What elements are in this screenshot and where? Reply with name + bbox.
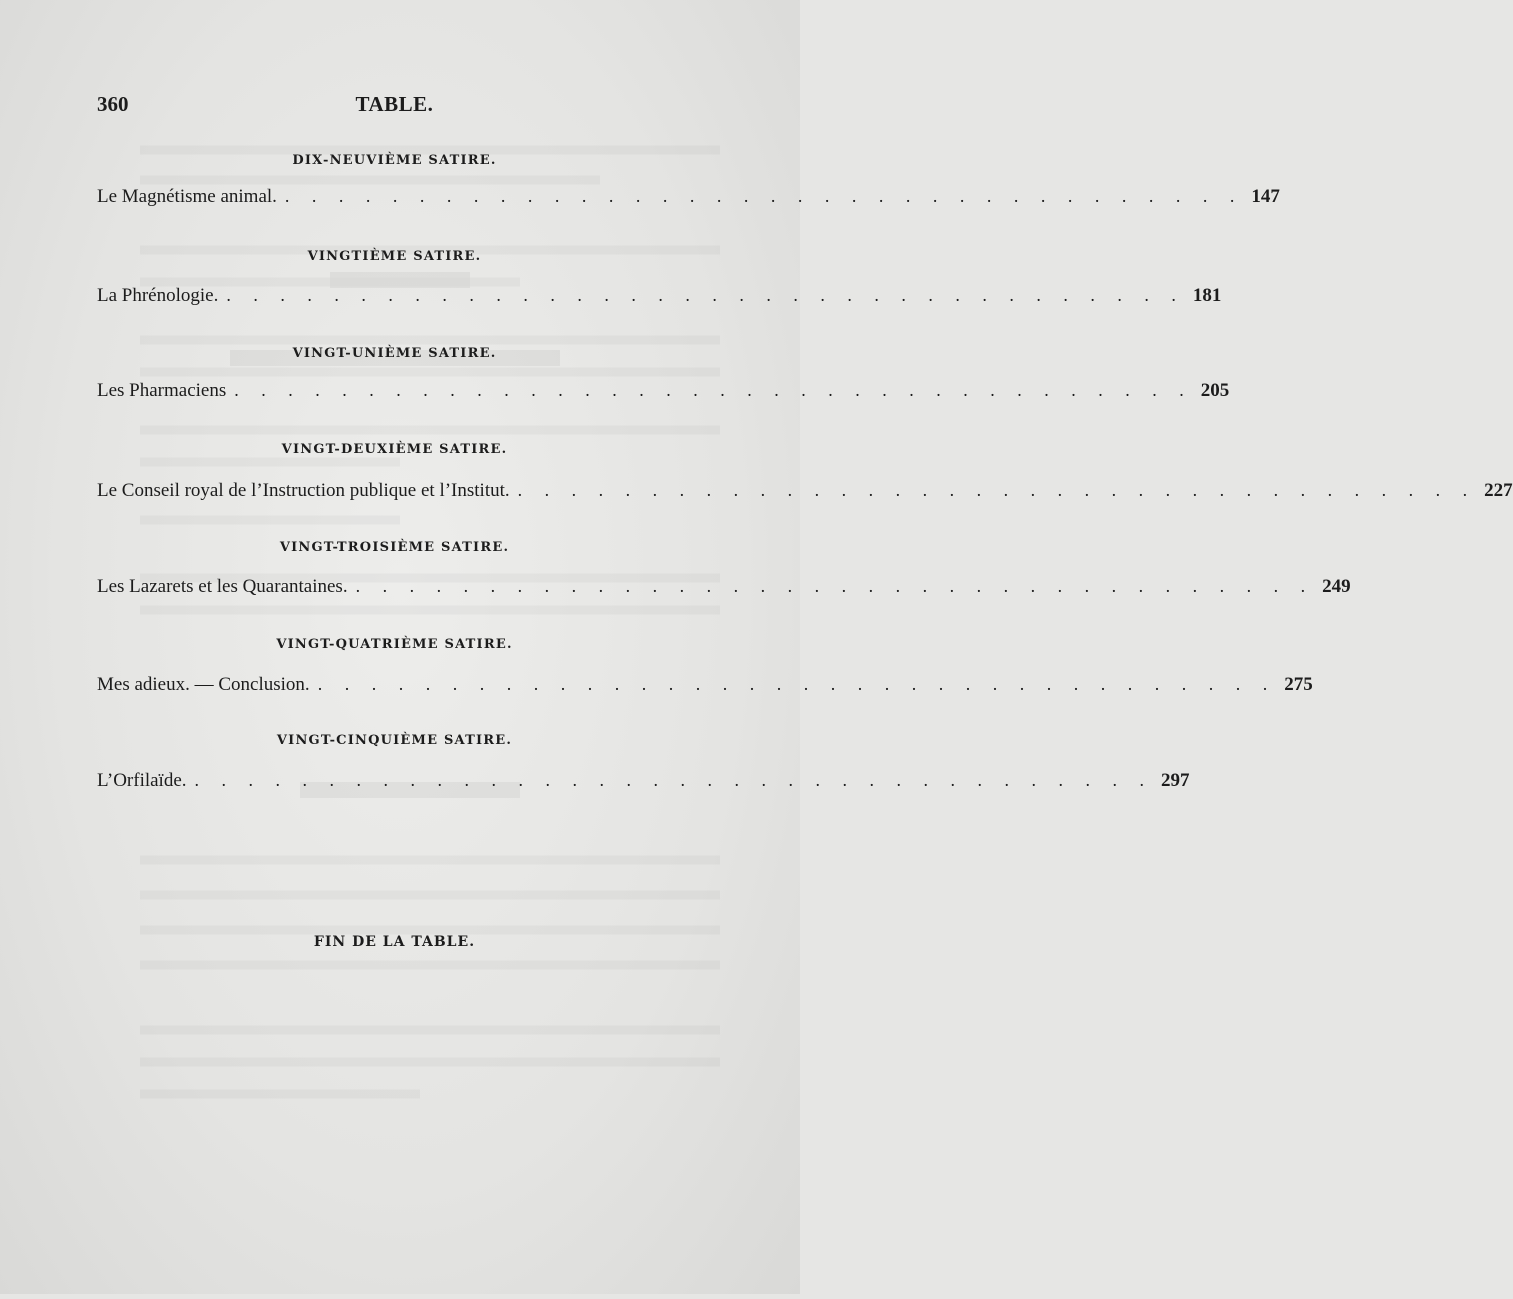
dot-leader: . . . . . . . . . . . . . . . . . . . . . . . . . . . . . . . . . . . .: [517, 480, 1477, 500]
toc-entry-page: 275: [1284, 674, 1313, 695]
toc-entry-page: 227: [1484, 480, 1513, 501]
dot-leader: . . . . . . . . . . . . . . . . . . . . . . . . . . . . . . . . . . . .: [234, 380, 1193, 400]
toc-entry[interactable]: [97, 480, 1513, 508]
toc-entry[interactable]: [97, 576, 1351, 604]
page-number: 360: [97, 92, 129, 116]
section-heading: VINGT-CINQUIÈME SATIRE.: [276, 733, 513, 748]
toc-entry-title: Le Conseil royal de l’Instruction publique et l’Institut.: [97, 480, 510, 501]
end-of-table: FIN DE LA TABLE.: [313, 934, 476, 950]
toc-entry-title: La Phrénologie.: [97, 285, 219, 306]
section-heading: DIX-NEUVIÈME SATIRE.: [292, 153, 497, 168]
dot-leader: . . . . . . . . . . . . . . . . . . . . . . . . . . . . . . . . . . . .: [226, 285, 1185, 305]
toc-entry-page: 249: [1322, 576, 1351, 597]
dot-leader: . . . . . . . . . . . . . . . . . . . . . . . . . . . . . . . . . . . .: [355, 576, 1315, 596]
section-heading: VINGT-DEUXIÈME SATIRE.: [281, 442, 508, 457]
dot-leader: . . . . . . . . . . . . . . . . . . . . . . . . . . . . . . . . . . . .: [284, 186, 1244, 206]
toc-entry-title: Les Lazarets et les Quarantaines.: [97, 576, 348, 597]
section-heading: VINGT-TROISIÈME SATIRE.: [279, 540, 510, 555]
section-heading: VINGTIÈME SATIRE.: [307, 249, 482, 264]
dot-leader: . . . . . . . . . . . . . . . . . . . . . . . . . . . . . . . . . . . .: [317, 674, 1277, 694]
dot-leader: . . . . . . . . . . . . . . . . . . . . . . . . . . . . . . . . . . . .: [194, 770, 1154, 790]
toc-entry-page: 181: [1192, 285, 1222, 306]
running-title: TABLE.: [355, 92, 434, 116]
section-heading: VINGT-UNIÈME SATIRE.: [292, 346, 497, 361]
toc-entry[interactable]: [97, 285, 1222, 313]
toc-entry[interactable]: [97, 674, 1313, 702]
page-header: [97, 92, 692, 126]
toc-entry-title: L’Orfilaïde.: [97, 770, 187, 791]
toc-entry-page: 297: [1161, 770, 1190, 791]
toc-entry-title: Le Magnétisme animal.: [97, 186, 277, 207]
toc-entry-title: Mes adieux. — Conclusion.: [97, 674, 310, 695]
toc-entry[interactable]: [97, 186, 1280, 214]
toc-entry-page: 147: [1251, 186, 1280, 207]
toc-entry-page: 205: [1200, 380, 1230, 401]
section-heading: VINGT-QUATRIÈME SATIRE.: [276, 637, 513, 652]
toc-entry[interactable]: [97, 770, 1190, 798]
toc-entry-title: Les Pharmaciens: [97, 380, 227, 401]
toc-entry[interactable]: [97, 380, 1230, 408]
